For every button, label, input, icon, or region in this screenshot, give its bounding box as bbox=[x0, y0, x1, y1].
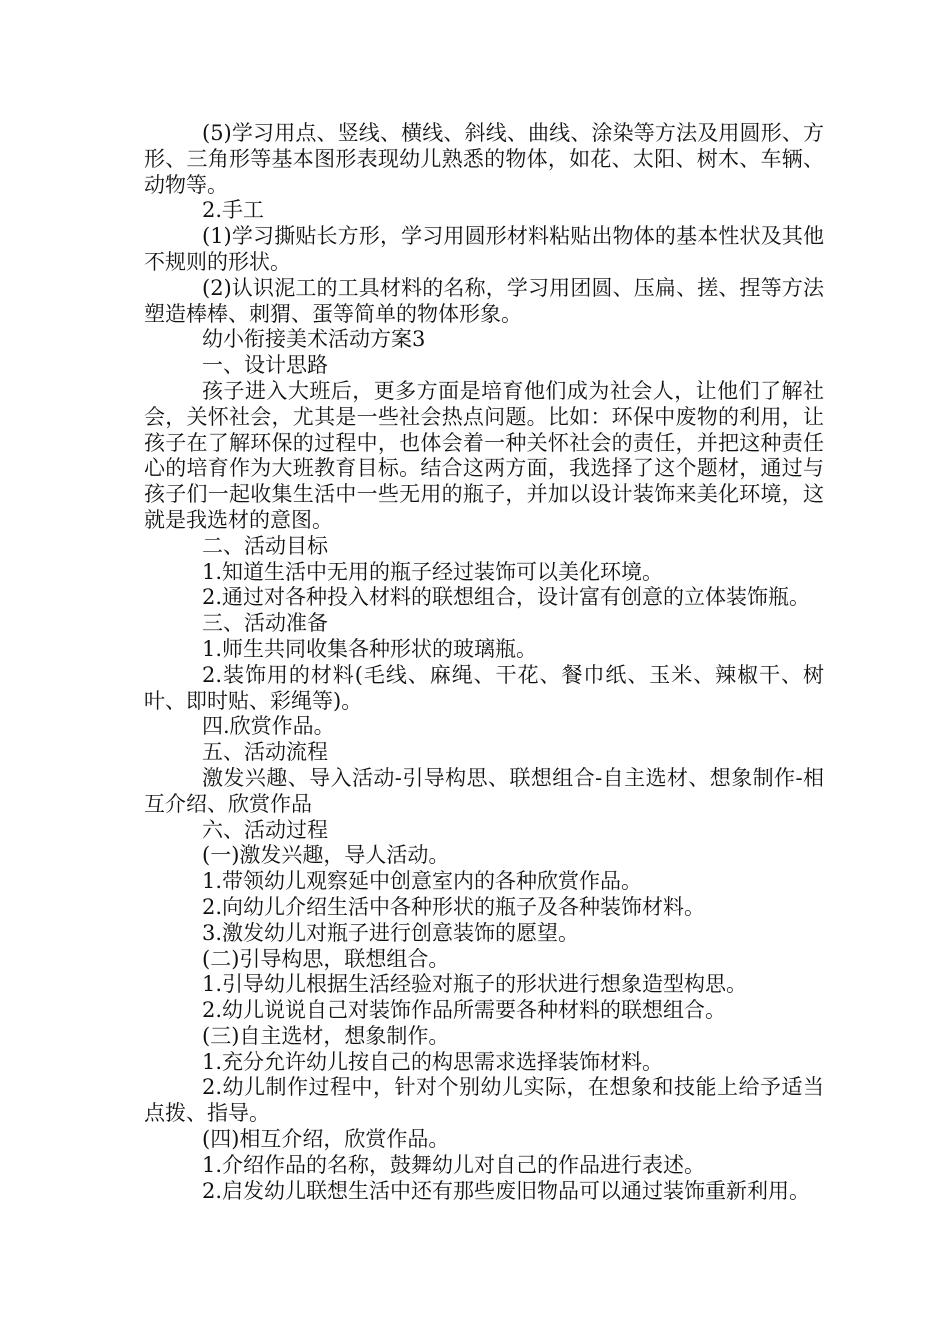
document-title: 幼小衔接美术活动方案3 bbox=[202, 327, 426, 352]
list-item: 2.通过对各种投入材料的联想组合，设计富有创意的立体装饰瓶。 bbox=[202, 585, 811, 610]
list-item: 1.带领幼儿观察延中创意室内的各种欣赏作品。 bbox=[202, 869, 643, 894]
section-heading: 三、活动准备 bbox=[202, 611, 328, 636]
paragraph: 孩子进入大班后，更多方面是培育他们成为社会人，让他们了解社会，关怀社会，尤其是一些社会热点问题。比如：环保中废物的利用，让孩子在了解环保的过程中，也体会着一种关怀社会的责任，并把这种责任心的培育作为大班教育目标。结合这两方面，我选择了这个题材，通过与孩子们一起收集生活中一些无用的瓶子，并加以设计装饰来美化环境，这就是我选材的意图。 bbox=[144, 378, 824, 532]
paragraph: (1)学习撕贴长方形，学习用圆形材料粘贴出物体的基本性状及其他不规则的形状。 bbox=[144, 224, 824, 274]
subsection-heading: (二)引导构思，联想组合。 bbox=[202, 946, 450, 971]
list-item: 1.知道生活中无用的瓶子经过装饰可以美化环境。 bbox=[202, 559, 664, 584]
paragraph: 激发兴趣、导入活动-引导构思、联想组合-自主选材、想象制作-相互介绍、欣赏作品 bbox=[144, 765, 824, 816]
section-heading: 五、活动流程 bbox=[202, 740, 328, 765]
document-body bbox=[144, 121, 824, 1204]
section-heading: 2.手工 bbox=[202, 198, 265, 223]
subsection-heading: (四)相互介绍，欣赏作品。 bbox=[202, 1127, 450, 1152]
list-item: 1.引导幼儿根据生活经验对瓶子的形状进行想象造型构思。 bbox=[202, 972, 748, 997]
paragraph: (5)学习用点、竖线、横线、斜线、曲线、涂染等方法及用圆形、方形、三角形等基本图形表现幼儿熟悉的物体，如花、太阳、树木、车辆、动物等。 bbox=[144, 121, 824, 197]
subsection-heading: (一)激发兴趣，导人活动。 bbox=[202, 843, 450, 868]
section-heading: 四.欣赏作品。 bbox=[202, 714, 335, 739]
list-item: 1.师生共同收集各种形状的玻璃瓶。 bbox=[202, 636, 538, 661]
list-item: 3.激发幼儿对瓶子进行创意装饰的愿望。 bbox=[202, 920, 580, 945]
section-heading: 一、设计思路 bbox=[202, 353, 328, 378]
section-heading: 六、活动过程 bbox=[202, 817, 328, 842]
list-item: 2.幼儿制作过程中，针对个别幼儿实际，在想象和技能上给予适当点拨、指导。 bbox=[144, 1075, 824, 1126]
section-heading: 二、活动目标 bbox=[202, 533, 328, 558]
list-item: 2.启发幼儿联想生活中还有那些废旧物品可以通过装饰重新利用。 bbox=[202, 1178, 811, 1203]
list-item: 1.介绍作品的名称，鼓舞幼儿对自己的作品进行表述。 bbox=[202, 1152, 706, 1177]
paragraph: (2)认识泥工的工具材料的名称，学习用团圆、压扁、搓、捏等方法塑造棒棒、刺猬、蛋等简单的物体形象。 bbox=[144, 275, 824, 326]
list-item: 2.幼儿说说自己对装饰作品所需要各种材料的联想组合。 bbox=[202, 998, 727, 1023]
subsection-heading: (三)自主选材，想象制作。 bbox=[202, 1023, 450, 1048]
list-item: 2.向幼儿介绍生活中各种形状的瓶子及各种装饰材料。 bbox=[202, 894, 706, 919]
list-item: 1.充分允许幼儿按自己的构思需求选择装饰材料。 bbox=[202, 1049, 664, 1074]
list-item: 2.装饰用的材料(毛线、麻绳、干花、餐巾纸、玉米、辣椒干、树叶、即时贴、彩绳等)。 bbox=[144, 662, 824, 713]
